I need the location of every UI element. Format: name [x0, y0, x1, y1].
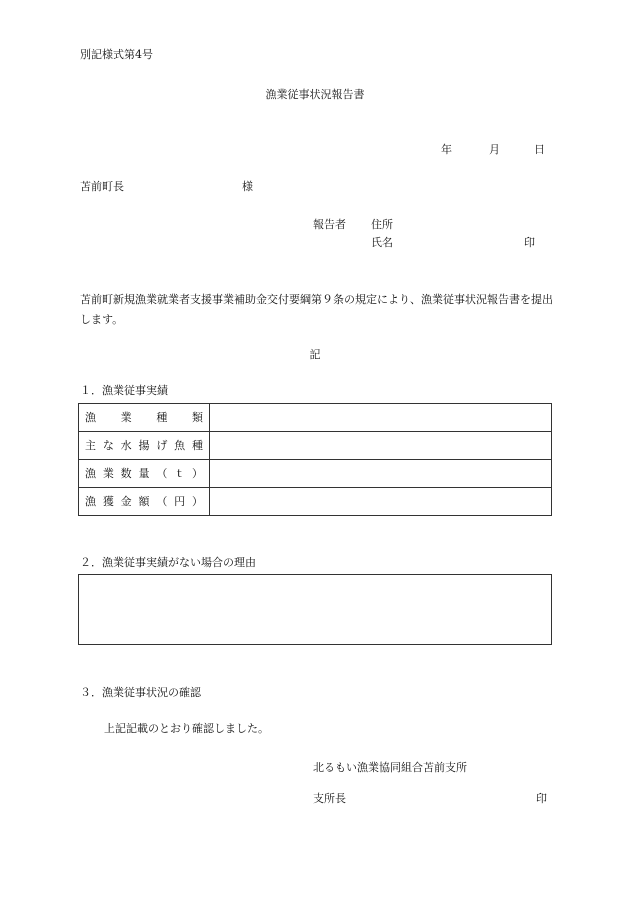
section2-heading: ２．漁業従事実績がない場合の理由 — [80, 556, 256, 569]
reporter-seal-mark: 印 — [524, 236, 535, 249]
date-day-label: 日 — [534, 143, 545, 156]
manager-seal-mark: 印 — [536, 792, 547, 805]
row-label-catch-quantity: 漁業数量（ｔ） — [79, 460, 210, 488]
union-branch-name: 北るもい漁業協同組合苫前支所 — [313, 761, 467, 774]
row-label-catch-amount: 漁獲金額（円） — [79, 488, 210, 516]
fishing-results-table — [78, 403, 552, 516]
branch-manager-label: 支所長 — [313, 792, 346, 805]
body-text: 苫前町新規漁業就業者支援事業補助金交付要綱第９条の規定により、漁業従事状況報告書を提出します。 — [80, 293, 553, 326]
section1-heading: １．漁業従事実績 — [80, 384, 168, 397]
document-title: 漁業従事状況報告書 — [265, 88, 365, 101]
addressee-name: 苫前町長 — [80, 180, 124, 193]
reporter-name-label: 氏名 — [371, 236, 393, 249]
reporter-address-label: 住所 — [371, 218, 393, 231]
table-row — [79, 404, 552, 432]
reporter-label: 報告者 — [313, 218, 346, 231]
reason-box[interactable] — [78, 574, 552, 645]
row-value-catch-amount[interactable] — [210, 488, 552, 516]
row-value-main-species[interactable] — [210, 432, 552, 460]
row-value-fishing-type[interactable] — [210, 404, 552, 432]
addressee-honorific: 様 — [242, 180, 253, 193]
row-label-fishing-type: 漁業種類 — [79, 404, 210, 432]
row-label-main-species: 主な水揚げ魚種 — [79, 432, 210, 460]
table-row — [79, 432, 552, 460]
confirmation-text: 上記記載のとおり確認しました。 — [104, 722, 269, 735]
section3-heading: ３．漁業従事状況の確認 — [80, 686, 201, 699]
date-year-label: 年 — [441, 143, 452, 156]
form-number: 別記様式第4号 — [80, 48, 153, 61]
row-value-catch-quantity[interactable] — [210, 460, 552, 488]
date-month-label: 月 — [489, 143, 500, 156]
table-row — [79, 488, 552, 516]
ki-heading: 記 — [309, 348, 321, 361]
table-row — [79, 460, 552, 488]
